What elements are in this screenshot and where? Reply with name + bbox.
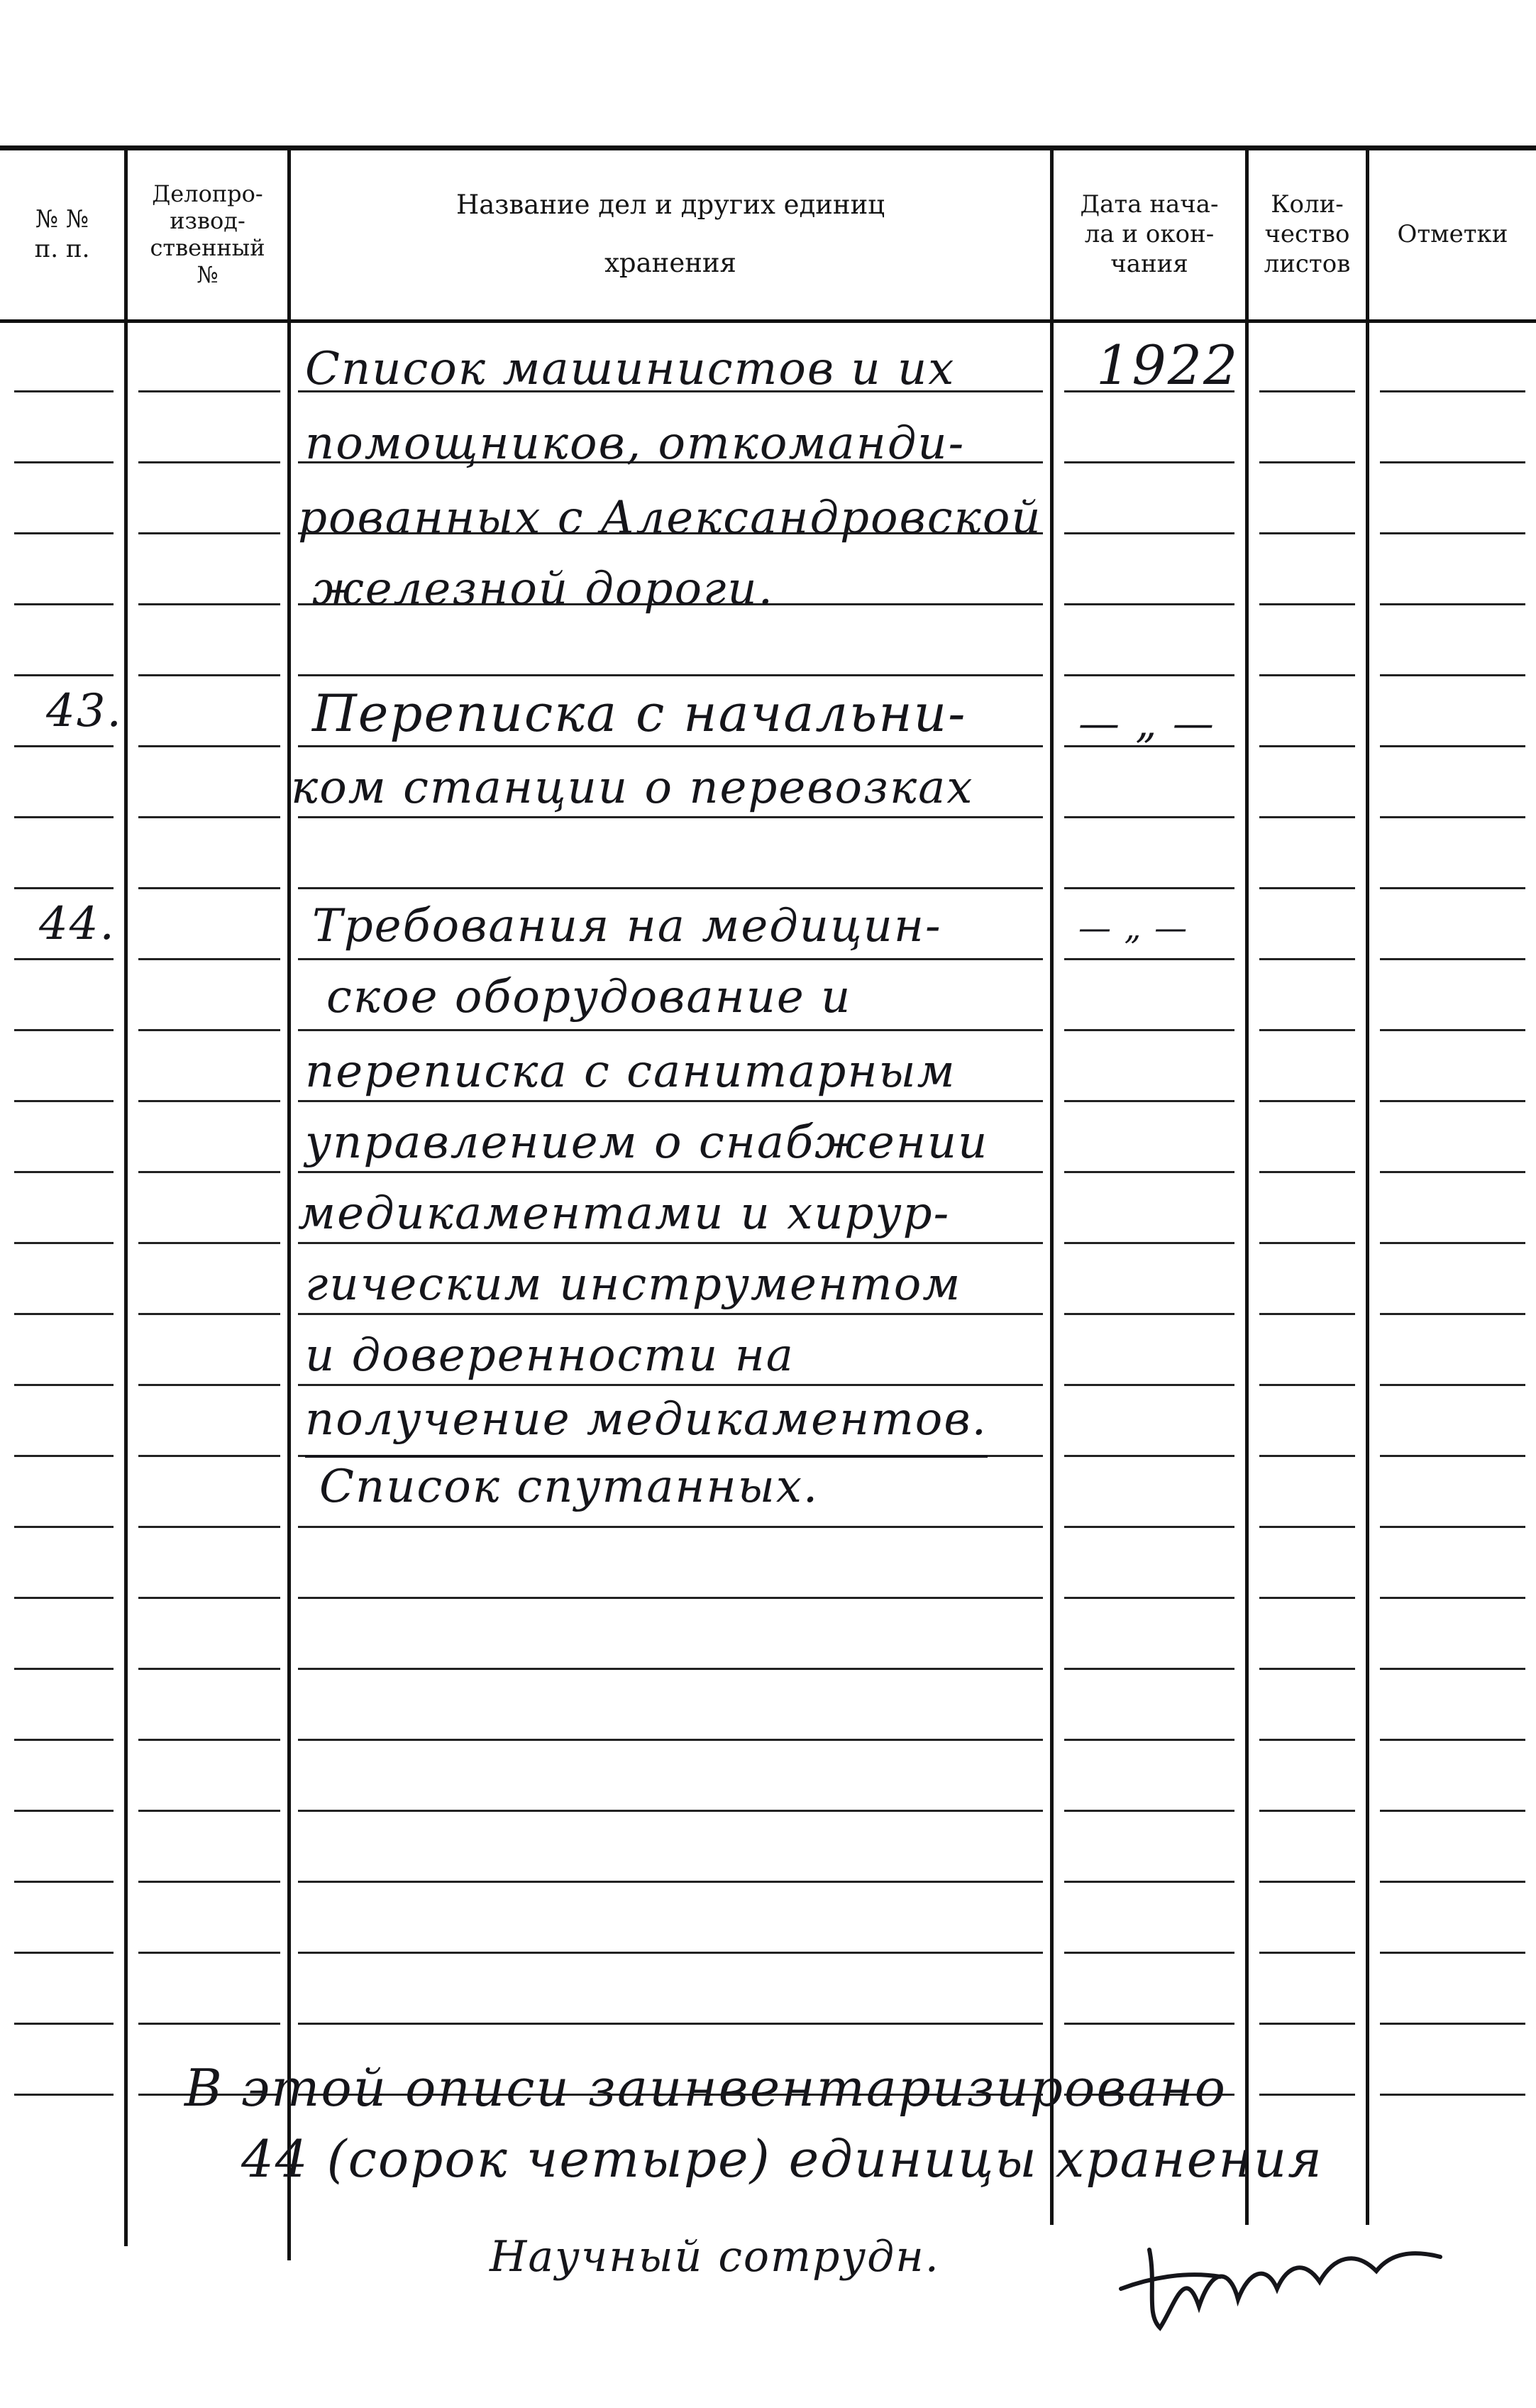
entry-title-line: помощников, откоманди- — [305, 417, 966, 470]
ruled-line — [1380, 603, 1525, 605]
ruled-line — [1259, 461, 1355, 463]
entry-number: 44. — [39, 898, 116, 950]
ruled-line — [1064, 1881, 1234, 1883]
ruled-line — [138, 1384, 280, 1386]
ruled-line — [138, 816, 280, 818]
footer-summary-line-1: В этой описи заинвентаризировано — [184, 2058, 1227, 2118]
ruled-line — [138, 390, 280, 392]
entry-title-line: железной дороги. — [312, 563, 774, 615]
ruled-line — [14, 1384, 114, 1386]
entry-date: — „ — — [1078, 908, 1189, 947]
ruled-line — [138, 532, 280, 534]
ruled-line — [1259, 1952, 1355, 1954]
ruled-line — [14, 2094, 114, 2096]
ruled-line — [1259, 1526, 1355, 1528]
signature — [1107, 2221, 1462, 2342]
entry-title-line: получение медикаментов. — [305, 1384, 988, 1458]
ruled-line — [1380, 2023, 1525, 2025]
ruled-line — [298, 1526, 1043, 1528]
entry-title-line: медикаментами и хирур- — [298, 1187, 951, 1240]
ruled-line — [1259, 816, 1355, 818]
ruled-line — [14, 390, 114, 392]
ruled-line — [1259, 1881, 1355, 1883]
entry-title-line: Список спутанных. — [319, 1461, 819, 1513]
ruled-line — [1259, 1171, 1355, 1173]
ruled-line — [1064, 958, 1234, 960]
entry-title-line: ское оборудование и — [326, 971, 852, 1023]
ruled-line — [14, 1597, 114, 1599]
ruled-line — [14, 1952, 114, 1954]
ruled-line — [1380, 1100, 1525, 1102]
ruled-line — [14, 1526, 114, 1528]
ruled-line — [14, 816, 114, 818]
ruled-line — [298, 887, 1043, 889]
ruled-line — [14, 532, 114, 534]
ruled-line — [298, 1668, 1043, 1670]
ruled-line — [1064, 1029, 1234, 1031]
ruled-line — [298, 674, 1043, 676]
ruled-line — [1380, 1171, 1525, 1173]
ruled-line — [1064, 1526, 1234, 1528]
ruled-line — [1380, 674, 1525, 676]
ruled-line — [138, 1952, 280, 1954]
entry-title-line: Список машинистов и их — [305, 343, 956, 395]
ruled-line — [1064, 1171, 1234, 1173]
entry-title-line: ком станции о перевозках — [291, 762, 974, 814]
ruled-line — [1064, 1739, 1234, 1741]
ruled-line — [1259, 1384, 1355, 1386]
ruled-line — [1380, 1597, 1525, 1599]
header-title: Название дел и других единиц хранения — [455, 189, 885, 278]
ruled-line — [138, 745, 280, 747]
ruled-line — [1380, 887, 1525, 889]
ruled-line — [138, 1100, 280, 1102]
ruled-line — [1380, 1881, 1525, 1883]
ruled-line — [138, 603, 280, 605]
ruled-line — [298, 1881, 1043, 1883]
ruled-line — [14, 674, 114, 676]
ruled-line — [1259, 1242, 1355, 1244]
col-divider-3 — [1050, 145, 1054, 2225]
ruled-line — [1380, 745, 1525, 747]
ruled-line — [138, 1029, 280, 1031]
header-number: № № п. п. — [34, 205, 90, 263]
ruled-line — [138, 1597, 280, 1599]
ruled-line — [1259, 1668, 1355, 1670]
entry-title-line: гическим инструментом — [305, 1258, 962, 1311]
col-divider-5 — [1366, 145, 1369, 2225]
ruled-line — [1380, 2094, 1525, 2096]
ruled-line — [1064, 461, 1234, 463]
ruled-line — [1380, 958, 1525, 960]
ruled-line — [14, 887, 114, 889]
header-notes: Отметки — [1397, 220, 1508, 248]
ruled-line — [1380, 1739, 1525, 1741]
ruled-line — [1259, 1029, 1355, 1031]
ruled-line — [1064, 1668, 1234, 1670]
col-divider-2 — [287, 145, 291, 2260]
ruled-line — [1259, 2023, 1355, 2025]
ruled-line — [1380, 1526, 1525, 1528]
ruled-line — [1064, 674, 1234, 676]
ruled-line — [1064, 1242, 1234, 1244]
ruled-line — [1064, 1597, 1234, 1599]
ruled-line — [1380, 390, 1525, 392]
ruled-line — [14, 1242, 114, 1244]
ruled-line — [1259, 1100, 1355, 1102]
ruled-line — [138, 1739, 280, 1741]
ruled-line — [1380, 1455, 1525, 1457]
ruled-line — [1064, 603, 1234, 605]
ruled-line — [138, 1313, 280, 1315]
ruled-line — [14, 461, 114, 463]
entry-title-line: управлением о снабжении — [305, 1116, 989, 1169]
ruled-line — [1380, 1313, 1525, 1315]
ruled-line — [138, 674, 280, 676]
ruled-line — [1259, 1810, 1355, 1812]
ruled-line — [1380, 1810, 1525, 1812]
ruled-line — [1259, 1739, 1355, 1741]
ruled-line — [14, 1313, 114, 1315]
ruled-line — [1380, 1384, 1525, 1386]
entry-number: 43. — [46, 685, 123, 737]
ruled-line — [138, 461, 280, 463]
ruled-line — [1259, 887, 1355, 889]
ruled-line — [1064, 1455, 1234, 1457]
ruled-line — [1064, 532, 1234, 534]
ruled-line — [1064, 1384, 1234, 1386]
ruled-line — [14, 1810, 114, 1812]
ruled-line — [138, 1810, 280, 1812]
ruled-line — [1259, 603, 1355, 605]
ruled-line — [138, 1881, 280, 1883]
entry-title-line: переписка с санитарным — [305, 1045, 956, 1098]
entry-title-line: и доверенности на — [305, 1329, 795, 1382]
ruled-line — [1259, 674, 1355, 676]
ruled-line — [14, 1668, 114, 1670]
ruled-line — [1259, 390, 1355, 392]
ruled-line — [1064, 887, 1234, 889]
ruled-line — [298, 2023, 1043, 2025]
ruled-line — [298, 1739, 1043, 1741]
ruled-line — [1259, 1313, 1355, 1315]
ruled-line — [1064, 1313, 1234, 1315]
entry-title-line: рованных с Александровской — [298, 492, 1042, 544]
ruled-line — [1380, 816, 1525, 818]
ruled-line — [138, 1171, 280, 1173]
footer-signature-label: Научный сотрудн. — [490, 2232, 940, 2282]
ruled-line — [298, 1810, 1043, 1812]
ruled-line — [1380, 1668, 1525, 1670]
ruled-line — [1259, 1597, 1355, 1599]
ruled-line — [1380, 461, 1525, 463]
ruled-line — [1064, 1952, 1234, 1954]
ruled-line — [1380, 1952, 1525, 1954]
col-divider-4 — [1245, 145, 1249, 2225]
ruled-line — [298, 1952, 1043, 1954]
ruled-line — [14, 1029, 114, 1031]
ruled-line — [1259, 2094, 1355, 2096]
ruled-line — [14, 1100, 114, 1102]
ruled-line — [1259, 958, 1355, 960]
ruled-line — [14, 603, 114, 605]
ruled-line — [138, 887, 280, 889]
ruled-line — [1380, 532, 1525, 534]
entry-title-line: Переписка с начальни- — [312, 683, 967, 743]
ruled-line — [1259, 532, 1355, 534]
entry-date: 1922 — [1096, 334, 1239, 397]
ruled-line — [14, 1455, 114, 1457]
col-divider-1 — [124, 145, 128, 2246]
ruled-line — [138, 1668, 280, 1670]
ruled-line — [138, 1455, 280, 1457]
ruled-line — [138, 1242, 280, 1244]
header-office-number: Делопро- извод- ственный № — [150, 180, 265, 288]
ruled-line — [1380, 1242, 1525, 1244]
ruled-line — [138, 1526, 280, 1528]
ruled-line — [1064, 816, 1234, 818]
header-dates: Дата нача- ла и окон- чания — [1080, 190, 1219, 278]
ruled-line — [138, 958, 280, 960]
footer-summary-line-2: 44 (сорок четыре) единицы хранения — [241, 2129, 1323, 2189]
ruled-line — [1380, 1029, 1525, 1031]
ruled-line — [138, 2023, 280, 2025]
header-sheets: Коли- чество листов — [1264, 190, 1351, 278]
entry-date: — „ — — [1078, 699, 1215, 747]
ruled-line — [1259, 1455, 1355, 1457]
ruled-line — [14, 2023, 114, 2025]
entry-title-line: Требования на медицин- — [312, 900, 942, 952]
ruled-line — [1064, 1810, 1234, 1812]
ruled-line — [14, 958, 114, 960]
ruled-line — [1064, 1100, 1234, 1102]
ruled-line — [14, 1171, 114, 1173]
ruled-line — [298, 1597, 1043, 1599]
ruled-line — [14, 1739, 114, 1741]
ruled-line — [1064, 2023, 1234, 2025]
ruled-line — [14, 745, 114, 747]
ruled-line — [1259, 745, 1355, 747]
ruled-line — [14, 1881, 114, 1883]
